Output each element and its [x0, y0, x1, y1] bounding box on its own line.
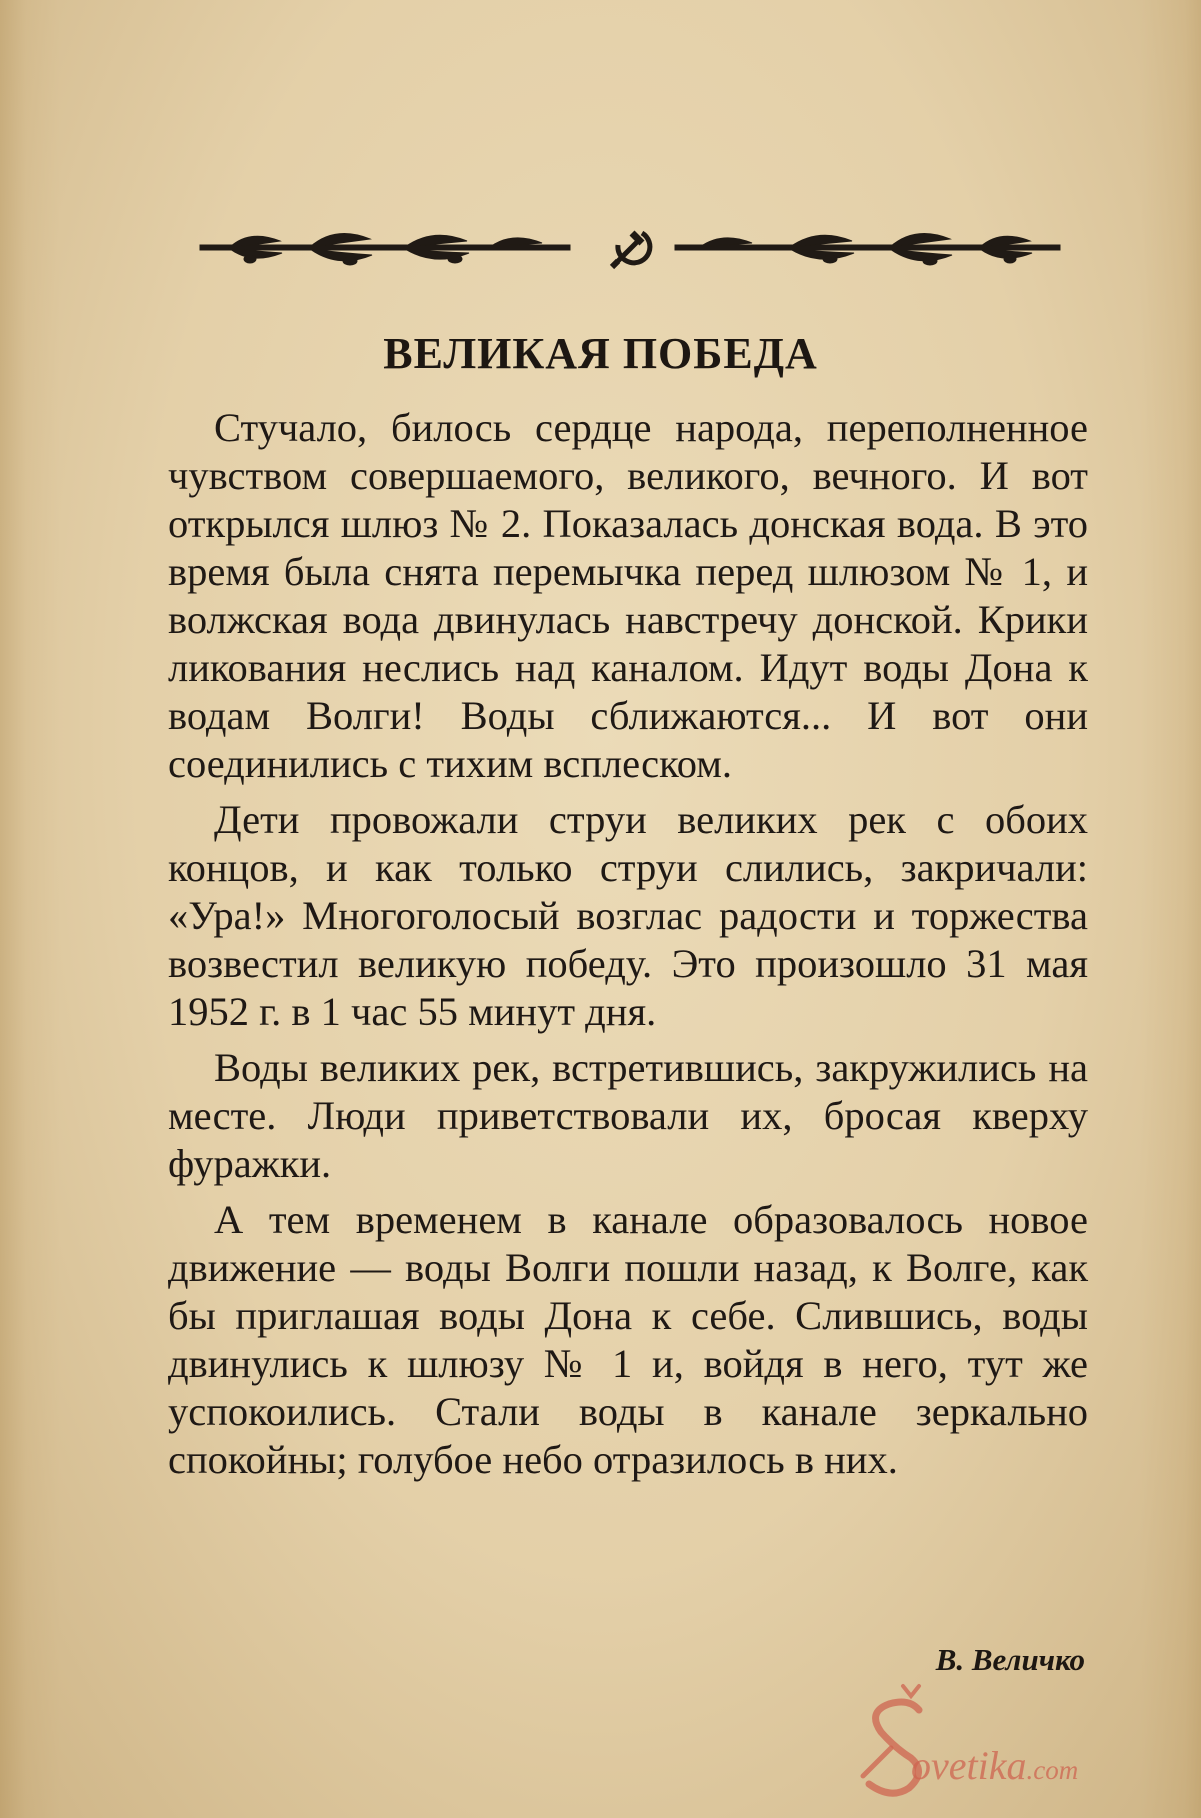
article-body: [168, 404, 1088, 1492]
author-signature: В. Величко: [935, 1642, 1085, 1677]
article-title: ВЕЛИКАЯ ПОБЕДА: [383, 329, 818, 378]
paragraph: Воды великих рек, встретившись, закружились на месте. Люди приветствовали их, бросая кверху фуражки.: [168, 1045, 1088, 1186]
site-watermark: [845, 1680, 1185, 1810]
left-laurel-ornament: [200, 234, 570, 265]
hammer-and-sickle-icon: [612, 233, 650, 267]
header-ornament: [190, 213, 1070, 283]
right-laurel-ornament: [675, 234, 1060, 265]
paragraph: Стучало, билось сердце народа, переполненное чувством совершаемого, великого, вечного. И вот открылся шлюз № 2. Показалась донская вода. В это время была снята перемычка перед шлюзом № 1, и волжская вода двинулась навстречу донской. Крики ликования неслись над каналом. Идут воды Дона к водам Волги! Воды сближаются... И вот они соединились с тихим всплеском.: [168, 405, 1088, 786]
paragraph: Дети провожали струи великих рек с обоих концов, и как только струи слились, закричали: «Ура!» Многоголосый возглас радости и торжества возвестил великую победу. Это произошло 31 мая 1952 г. в 1 час 55 минут дня.: [168, 797, 1088, 1034]
paragraph: А тем временем в канале образовалось новое движение — воды Волги пошли назад, к Волге, как бы приглашая воды Дона к себе. Слившись, воды двинулись к шлюзу № 1 и, войдя в него, тут же успокоились. Стали воды в канале зеркально спокойны; голубое небо отразилось в них.: [168, 1197, 1088, 1482]
watermark-text: ovetika.com: [911, 1743, 1079, 1788]
